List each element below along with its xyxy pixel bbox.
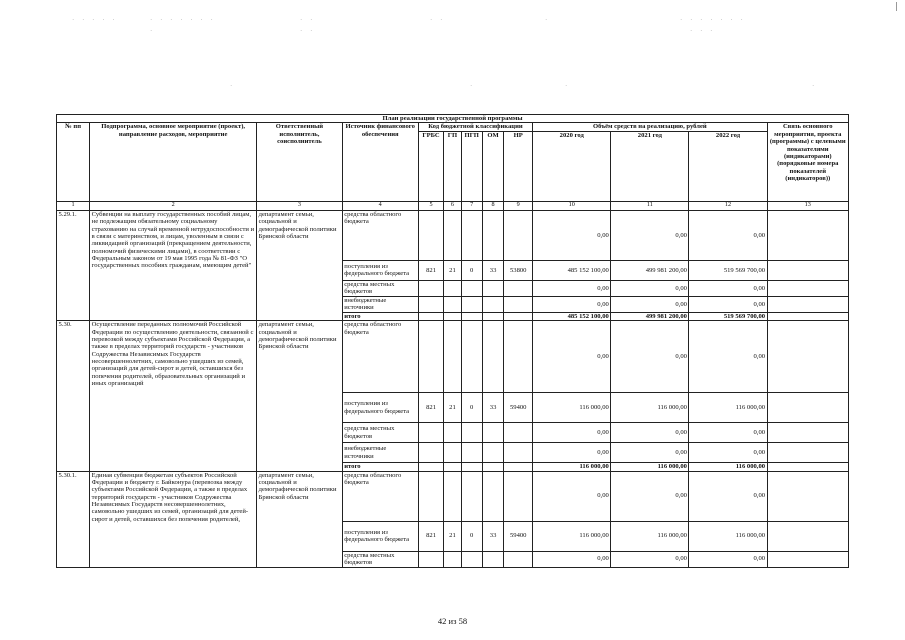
kbk-nr [504, 551, 533, 567]
header-2022: 2022 год [689, 131, 767, 201]
column-number: 11 [611, 201, 689, 210]
column-number: 2 [90, 201, 257, 210]
kbk-pgp [461, 471, 482, 521]
column-number: 6 [444, 201, 461, 210]
kbk-om: 33 [482, 393, 503, 423]
funding-source: поступления из федерального бюджета [342, 260, 418, 280]
indicator-link [767, 260, 848, 280]
kbk-nr [504, 443, 533, 463]
indicator-link [767, 471, 848, 521]
header-source: Источник финансового обеспечения [342, 123, 418, 201]
amount-2020: 116 000,00 [533, 463, 611, 471]
amount-2020: 0,00 [533, 296, 611, 312]
indicator-link [767, 296, 848, 312]
kbk-grbs [418, 443, 444, 463]
amount-2022: 0,00 [689, 296, 767, 312]
kbk-pgp [461, 280, 482, 296]
scan-speck: · · [300, 16, 316, 24]
amount-2022: 0,00 [689, 423, 767, 443]
funding-source: средства областного бюджета [342, 210, 418, 260]
funding-source: итого [342, 312, 418, 320]
indicator-link [767, 210, 848, 260]
kbk-pgp [461, 296, 482, 312]
column-number: 3 [257, 201, 343, 210]
amount-2020: 485 152 100,00 [533, 260, 611, 280]
kbk-pgp: 0 [461, 393, 482, 423]
funding-source: поступления из федерального бюджета [342, 393, 418, 423]
amount-2021: 0,00 [611, 423, 689, 443]
amount-2020: 0,00 [533, 210, 611, 260]
kbk-gp [444, 312, 461, 320]
kbk-gp [444, 463, 461, 471]
amount-2022: 519 569 700,00 [689, 260, 767, 280]
item-executor: департамент семьи, социальной и демографической политики Брянской области [257, 321, 343, 471]
kbk-gp [444, 321, 461, 393]
kbk-gp [444, 551, 461, 567]
kbk-om: 33 [482, 521, 503, 551]
amount-2022: 116 000,00 [689, 463, 767, 471]
indicator-link [767, 423, 848, 443]
amount-2020: 0,00 [533, 280, 611, 296]
kbk-nr: 59400 [504, 521, 533, 551]
header-link: Связь основного мероприятия, проекта (программы) с целевыми показателями (индикаторами) (порядковые номера показателей (индикаторов)) [767, 123, 848, 201]
item-description: Осуществление переданных полномочий Российской Федерации по осуществлению деятельности, связанной с перевозкой между субъектами Российской Федерации, а также в пределах территорий государств - участников Содружества Независимых Государств несовершеннолетних, самовольно ушедших из семей, организаций для детей-сирот и детей, оставшихся без попечения родителей, образовательных организаций и иных организаций [90, 321, 257, 471]
amount-2021: 499 981 200,00 [611, 312, 689, 320]
kbk-pgp [461, 463, 482, 471]
amount-2022: 0,00 [689, 321, 767, 393]
table-row [57, 471, 849, 521]
scan-speck: · [150, 27, 156, 35]
kbk-om [482, 296, 503, 312]
kbk-gp [444, 443, 461, 463]
amount-2020: 0,00 [533, 443, 611, 463]
amount-2020: 0,00 [533, 471, 611, 521]
scan-speck: · [545, 16, 551, 24]
amount-2022: 0,00 [689, 210, 767, 260]
amount-2021: 0,00 [611, 210, 689, 260]
table-title: План реализации государственной программы [57, 115, 849, 123]
amount-2022: 116 000,00 [689, 521, 767, 551]
kbk-om [482, 210, 503, 260]
funding-source: средства областного бюджета [342, 471, 418, 521]
program-plan-table [56, 114, 849, 568]
kbk-pgp [461, 423, 482, 443]
column-number: 1 [57, 201, 90, 210]
kbk-pgp [461, 321, 482, 393]
funding-source: внебюджетные источники [342, 443, 418, 463]
amount-2021: 0,00 [611, 321, 689, 393]
header-subprogram: Подпрограмма, основное мероприятие (проект), направление расходов, мероприятие [90, 123, 257, 201]
kbk-gp [444, 471, 461, 521]
table-row [57, 321, 849, 393]
column-number: 4 [342, 201, 418, 210]
header-num: № пп [57, 123, 90, 201]
item-number: 5.30.1. [57, 471, 90, 567]
kbk-pgp [461, 312, 482, 320]
kbk-om [482, 321, 503, 393]
scan-speck: · [812, 82, 818, 90]
kbk-pgp: 0 [461, 260, 482, 280]
kbk-grbs [418, 471, 444, 521]
kbk-om [482, 312, 503, 320]
kbk-om [482, 551, 503, 567]
amount-2021: 0,00 [611, 280, 689, 296]
kbk-nr [504, 280, 533, 296]
column-number: 12 [689, 201, 767, 210]
column-number-row [57, 201, 849, 210]
kbk-nr [504, 471, 533, 521]
amount-2022: 0,00 [689, 471, 767, 521]
scan-speck: · [470, 82, 476, 90]
page-number: 42 из 58 [437, 616, 468, 626]
scan-speck: · · · [690, 27, 716, 35]
indicator-link [767, 443, 848, 463]
kbk-grbs [418, 423, 444, 443]
scan-speck: · [565, 82, 571, 90]
scan-speck: · · · · · · · [150, 16, 216, 24]
kbk-gp: 21 [444, 393, 461, 423]
indicator-link [767, 312, 848, 320]
amount-2020: 0,00 [533, 551, 611, 567]
amount-2020: 0,00 [533, 321, 611, 393]
amount-2021: 116 000,00 [611, 393, 689, 423]
scan-speck: · · [430, 16, 446, 24]
amount-2020: 485 152 100,00 [533, 312, 611, 320]
funding-source: средства местных бюджетов [342, 551, 418, 567]
item-number: 5.30. [57, 321, 90, 471]
amount-2021: 499 981 200,00 [611, 260, 689, 280]
indicator-link [767, 393, 848, 423]
column-number: 8 [482, 201, 503, 210]
header-pgp: ПГП [461, 131, 482, 201]
header-volume: Объём средств на реализацию, рублей [533, 123, 767, 131]
indicator-link [767, 521, 848, 551]
kbk-grbs [418, 280, 444, 296]
kbk-om [482, 463, 503, 471]
amount-2022: 116 000,00 [689, 393, 767, 423]
header-executor: Ответственный исполнитель, соисполнитель [257, 123, 343, 201]
kbk-pgp [461, 443, 482, 463]
column-number: 10 [533, 201, 611, 210]
kbk-grbs: 821 [418, 260, 444, 280]
kbk-gp [444, 423, 461, 443]
header-kbk: Код бюджетной классификации [418, 123, 532, 131]
column-number: 5 [418, 201, 444, 210]
kbk-gp: 21 [444, 260, 461, 280]
funding-source: итого [342, 463, 418, 471]
kbk-om [482, 423, 503, 443]
kbk-nr [504, 423, 533, 443]
amount-2021: 0,00 [611, 443, 689, 463]
item-description: Единая субвенция бюджетам субъектов Российской Федерации и бюджету г. Байконура (перевозка между субъектами Российской Федерации, а также в пределах территорий государств - участников Содружества Независимых Государств несовершеннолетних, самовольно ушедших из семей, организаций для детей-сирот и детей, оставшихся без попечения родителей, [90, 471, 257, 567]
amount-2021: 116 000,00 [611, 521, 689, 551]
funding-source: внебюджетные источники [342, 296, 418, 312]
header-gp: ГП [444, 131, 461, 201]
kbk-om [482, 280, 503, 296]
indicator-link [767, 551, 848, 567]
kbk-grbs [418, 312, 444, 320]
funding-source: средства областного бюджета [342, 321, 418, 393]
kbk-pgp: 0 [461, 521, 482, 551]
kbk-nr [504, 210, 533, 260]
kbk-nr [504, 321, 533, 393]
amount-2022: 0,00 [689, 443, 767, 463]
indicator-link [767, 463, 848, 471]
header-nr: НР [504, 131, 533, 201]
kbk-om [482, 471, 503, 521]
kbk-grbs [418, 551, 444, 567]
kbk-nr: 53800 [504, 260, 533, 280]
amount-2021: 0,00 [611, 296, 689, 312]
scan-speck: · [230, 82, 236, 90]
scan-speck: · · · · · [72, 16, 118, 24]
kbk-pgp [461, 551, 482, 567]
funding-source: поступления из федерального бюджета [342, 521, 418, 551]
header-2020: 2020 год [533, 131, 611, 201]
kbk-grbs: 821 [418, 393, 444, 423]
amount-2022: 0,00 [689, 280, 767, 296]
item-description: Субвенции на выплату государственных пособий лицам, не подлежащим обязательному социальному страхованию на случай временной нетрудоспособности и в связи с материнством, и лицам, уволенным в связи с ликвидацией организаций (прекращением деятельности, полномочий физическими лицами), в соответствии с Федеральным законом от 19 мая 1995 года № 81-ФЗ "О государственных пособиях гражданам, имеющим детей" [90, 210, 257, 320]
amount-2021: 0,00 [611, 551, 689, 567]
kbk-grbs [418, 321, 444, 393]
kbk-grbs [418, 210, 444, 260]
kbk-gp [444, 280, 461, 296]
table-row [57, 210, 849, 260]
scan-speck: · · [300, 27, 316, 35]
amount-2020: 116 000,00 [533, 521, 611, 551]
indicator-link [767, 280, 848, 296]
kbk-grbs: 821 [418, 521, 444, 551]
kbk-nr: 59400 [504, 393, 533, 423]
item-number: 5.29.1. [57, 210, 90, 320]
scan-speck: · · · · · · · [680, 16, 746, 24]
indicator-link [767, 321, 848, 393]
kbk-gp: 21 [444, 521, 461, 551]
column-number: 9 [504, 201, 533, 210]
scan-edge-mark [896, 2, 897, 11]
header-2021: 2021 год [611, 131, 689, 201]
column-number: 7 [461, 201, 482, 210]
amount-2021: 116 000,00 [611, 463, 689, 471]
item-executor: департамент семьи, социальной и демографической политики Брянской области [257, 210, 343, 320]
header-om: ОМ [482, 131, 503, 201]
amount-2021: 0,00 [611, 471, 689, 521]
kbk-nr [504, 312, 533, 320]
amount-2022: 0,00 [689, 551, 767, 567]
amount-2022: 519 569 700,00 [689, 312, 767, 320]
kbk-pgp [461, 210, 482, 260]
funding-source: средства местных бюджетов [342, 423, 418, 443]
funding-source: средства местных бюджетов [342, 280, 418, 296]
item-executor: департамент семьи, социальной и демографической политики Брянской области [257, 471, 343, 567]
kbk-grbs [418, 296, 444, 312]
kbk-gp [444, 296, 461, 312]
amount-2020: 116 000,00 [533, 393, 611, 423]
kbk-nr [504, 296, 533, 312]
amount-2020: 0,00 [533, 423, 611, 443]
kbk-gp [444, 210, 461, 260]
kbk-om: 33 [482, 260, 503, 280]
kbk-nr [504, 463, 533, 471]
header-grbs: ГРБС [418, 131, 444, 201]
column-number: 13 [767, 201, 848, 210]
kbk-grbs [418, 463, 444, 471]
kbk-om [482, 443, 503, 463]
